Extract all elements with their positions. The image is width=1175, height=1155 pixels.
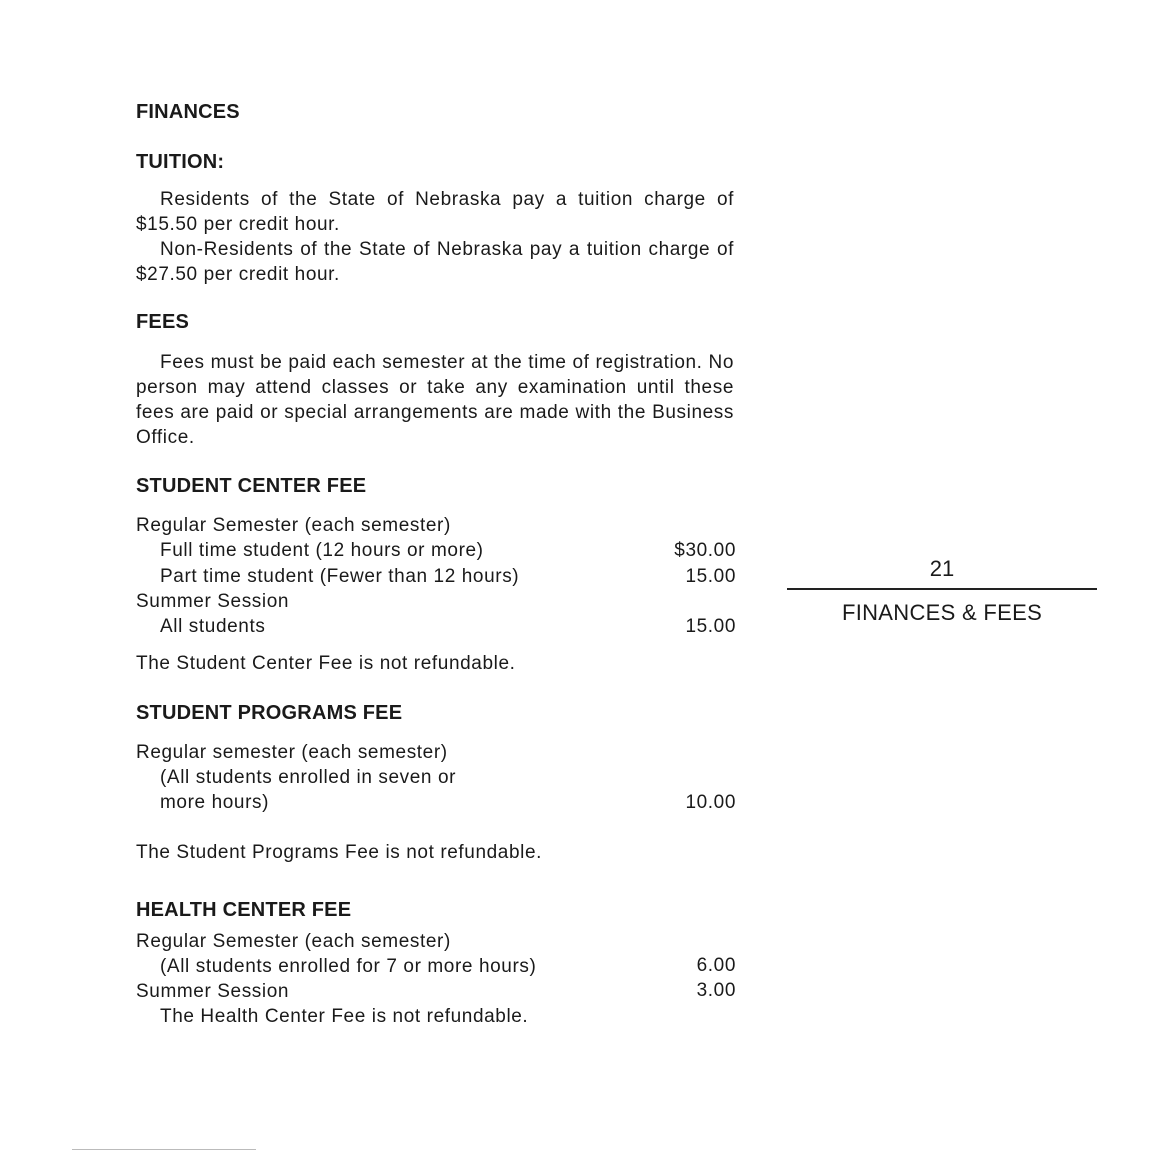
section-title: FINANCES & FEES bbox=[841, 600, 1043, 625]
fees-paragraph: Fees must be paid each semester at the time of registration. No person may attend classes or take any examination until these fees are paid or special arrangements are made with the Business Office. bbox=[136, 352, 734, 448]
scf-part-time: Part time student (Fewer than 12 hours) bbox=[160, 566, 520, 587]
heading-finances: FINANCES bbox=[136, 101, 240, 123]
hcf-regular-semester: Regular Semester (each semester) bbox=[136, 931, 451, 952]
scf-all-students-amount: 15.00 bbox=[685, 616, 736, 637]
heading-health-center-fee: HEALTH CENTER FEE bbox=[136, 899, 352, 921]
scf-all-students: All students bbox=[160, 616, 266, 637]
hcf-summer-session: Summer Session bbox=[136, 981, 290, 1002]
bottom-edge-line bbox=[72, 1149, 256, 1150]
scf-summer-session: Summer Session bbox=[136, 591, 290, 612]
sidebar-divider bbox=[787, 588, 1097, 590]
heading-student-programs-fee: STUDENT PROGRAMS FEE bbox=[136, 702, 403, 724]
spf-regular-semester: Regular semester (each semester) bbox=[136, 742, 448, 763]
scf-full-time-amount: $30.00 bbox=[674, 540, 736, 561]
hcf-note: The Health Center Fee is not refundable. bbox=[160, 1006, 529, 1027]
scf-part-time-amount: 15.00 bbox=[685, 566, 736, 587]
hcf-enrolled-amount: 6.00 bbox=[696, 955, 736, 976]
scf-regular-semester: Regular Semester (each semester) bbox=[136, 515, 451, 536]
spf-enrolled-line1: (All students enrolled in seven or bbox=[160, 767, 457, 788]
heading-fees: FEES bbox=[136, 311, 190, 333]
scf-note: The Student Center Fee is not refundable. bbox=[136, 653, 516, 674]
fees-section bbox=[136, 350, 734, 450]
tuition-section bbox=[136, 187, 734, 287]
spf-note: The Student Programs Fee is not refundable. bbox=[136, 842, 543, 863]
page-number: 21 bbox=[929, 556, 955, 581]
hcf-summer-amount: 3.00 bbox=[696, 980, 736, 1001]
spf-amount: 10.00 bbox=[685, 792, 736, 813]
tuition-non-residents: Non-Residents of the State of Nebraska pay a tuition charge of $27.50 per credit hour. bbox=[136, 239, 734, 285]
heading-student-center-fee: STUDENT CENTER FEE bbox=[136, 475, 367, 497]
spf-enrolled-line2: more hours) bbox=[160, 792, 270, 813]
scf-full-time: Full time student (12 hours or more) bbox=[160, 540, 484, 561]
tuition-residents: Residents of the State of Nebraska pay a tuition charge of $15.50 per credit hour. bbox=[136, 189, 734, 235]
hcf-enrolled: (All students enrolled for 7 or more hours) bbox=[160, 956, 537, 977]
heading-tuition: TUITION: bbox=[136, 151, 225, 173]
